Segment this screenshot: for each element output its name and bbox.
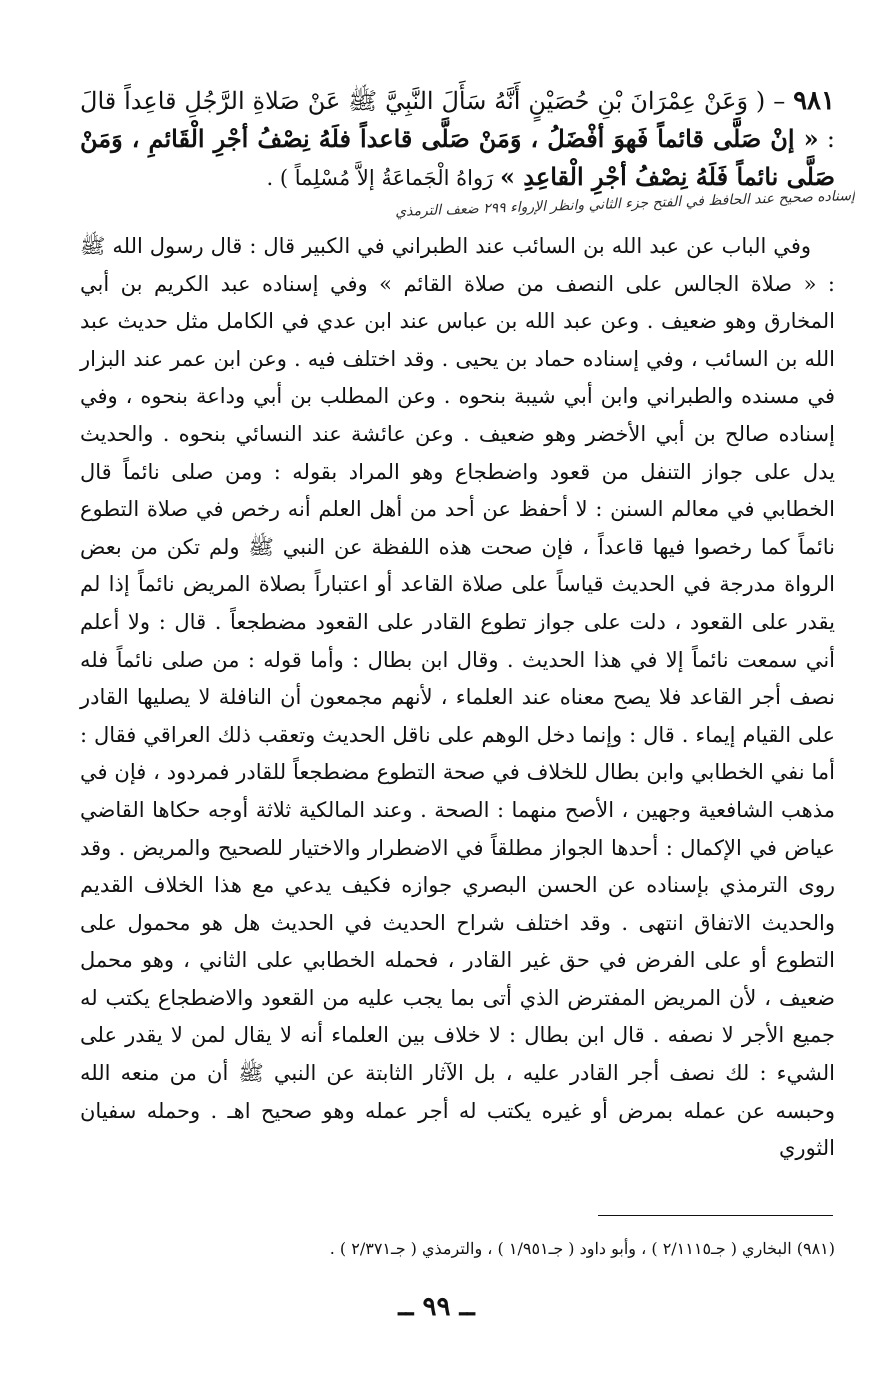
hadith-quote: « إنْ صَلَّى قائماً فَهوَ أفْضَلُ ، وَمَنْ صَلَّى قاعداً فلَهُ نِصْفُ أجْرِ الْقَائمِ ، وَمَنْ صَلَّى نائماً فَلَهُ نِصْفُ أجْرِ الْقاعِدِ » — [80, 124, 835, 191]
handwritten-annotation: إسناده صحيح عند الحافظ في الفتح جزء الثاني وانظر الإرواء ٢٩٩ ضعف الترمذي — [394, 187, 856, 221]
commentary-paragraph: وفي الباب عن عبد الله بن السائب عند الطبراني في الكبير قال : قال رسول الله ﷺ : « صلاة الجالس على النصف من صلاة القائم » وفي إسناده عبد الكريم بن أبي المخارق وهو ضعيف . وعن عبد الله بن عباس عند ابن عدي في الكامل مثل حديث عبد الله بن السائب ، وفي إسناده حماد بن يحيى . وقد اختلف فيه . وعن ابن عمر عند البزار في مسنده والطبراني وابن أبي شيبة بنحوه . وعن المطلب بن أبي وداعة بنحوه ، وفي إسناده صالح بن أبي الأخضر وهو ضعيف . وعن عائشة عند النسائي بنحوه . والحديث يدل على جواز التنفل من قعود واضطجاع وهو المراد بقوله : ومن صلى نائماً قال الخطابي في معالم السنن : لا أحفظ عن أحد من أهل العلم أنه رخص في صلاة التطوع نائماً كما رخصوا فيها قاعداً ، فإن صحت هذه اللفظة عن النبي ﷺ ولم تكن من بعض الرواة مدرجة في الحديث قياساً على صلاة القاعد أو اعتباراً بصلاة المريض نائماً إذا لم يقدر على القعود ، دلت على جواز تطوع القادر على القعود مضطجعاً . قال : ولا أعلم أني سمعت نائماً إلا في هذا الحديث . وقال ابن بطال : وأما قوله : من صلى نائماً فله نصف أجر القاعد فلا يصح معناه عند العلماء ، لأنهم مجمعون أن النافلة لا يصليها القادر على القيام إيماء . قال : وإنما دخل الوهم على ناقل الحديث وتعقب ذلك العراقي فقال : أما نفي الخطابي وابن بطال للخلاف في صحة التطوع مضطجعاً للقادر فمردود ، فإن في مذهب الشافعية وجهين ، الأصح منهما : الصحة . وعند المالكية ثلاثة أوجه حكاها القاضي عياض في الإكمال : أحدها الجواز مطلقاً في الاضطرار والاختيار للصحيح والمريض . وقد روى الترمذي بإسناده عن الحسن البصري جوازه فكيف يدعي مع هذا الخلاف القديم والحديث الاتفاق انتهى . وقد اختلف شراح الحديث في الحديث هل هو محمول على التطوع أو على الفرض في حق غير القادر ، فحمله الخطابي على الثاني ، وهو محمل ضعيف ، لأن المريض المفترض الذي أتى بما يجب عليه من القعود والاضطجاع يكتب له جميع الأجر لا نصفه . قال ابن بطال : لا خلاف بين العلماء أنه لا يقال لمن لا يقدر على الشيء : لك نصف أجر القادر عليه ، بل الآثار الثابتة عن النبي ﷺ أن من منعه الله وحبسه عن عمله بمرض أو غيره يكتب له أجر عمله وهو صحيح اهـ . وحمله سفيان الثوري — [80, 234, 836, 1161]
footnote: (٩٨١) البخاري ( جـ٢/١١١٥ ) ، وأبو داود ( جـ١/٩٥١ ) ، والترمذي ( جـ٢/٣٧١ ) . — [329, 1239, 835, 1258]
page-number: ــ ٩٩ ــ — [398, 1292, 475, 1322]
footnote-divider — [598, 1215, 833, 1216]
hadith-number: ٩٨١ — [793, 86, 835, 116]
hadith-intro: – ( وَعَنْ عِمْرَانَ بْنِ حُصَيْنٍ أَنَّهُ سَأَلَ النَّبِيَّ ﷺ عَنْ صَلاةِ الرَّجُلِ قاعِداً قالَ : — [80, 87, 835, 153]
hadith-block — [80, 82, 835, 197]
hadith-reference: رَواهُ الْجَماعَةُ إلاَّ مُسْلِماً ) . — [266, 166, 500, 190]
commentary-text — [80, 228, 835, 1168]
